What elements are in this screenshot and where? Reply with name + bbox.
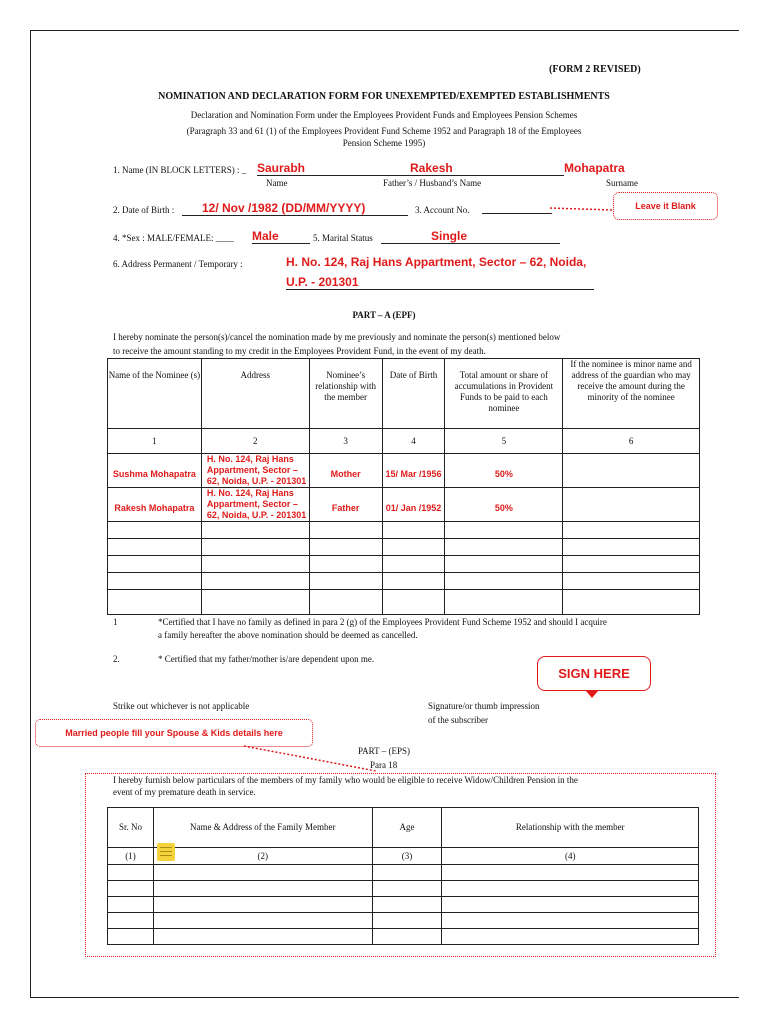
part-a-intro-2: to receive the amount standing to my credit in the Employees Provident Fund, in the event of my death. xyxy=(113,346,486,356)
empty-cell[interactable] xyxy=(309,590,382,615)
header-address: Address xyxy=(201,359,309,429)
nominee-1-guardian[interactable] xyxy=(563,454,700,488)
col-num: (3) xyxy=(372,848,442,865)
nominee-2-guardian[interactable] xyxy=(563,488,700,522)
empty-cell[interactable] xyxy=(445,556,563,573)
address-line-1[interactable]: H. No. 124, Raj Hans Appartment, Sector – 62, Noida, xyxy=(286,255,587,269)
form-title: NOMINATION AND DECLARATION FORM FOR UNEXEMPTED/EXEMPTED ESTABLISHMENTS xyxy=(158,91,610,102)
empty-cell[interactable] xyxy=(309,573,382,590)
header-family-relationship: Relationship with the member xyxy=(442,808,699,848)
empty-cell[interactable] xyxy=(108,573,202,590)
nominee-1-dob[interactable]: 15/ Mar /1956 xyxy=(382,454,445,488)
surname-sub-label: Surname xyxy=(606,178,638,188)
table-row xyxy=(108,929,699,945)
nominee-header-row xyxy=(108,359,700,429)
dob-value[interactable]: 12/ Nov /1982 (DD/MM/YYYY) xyxy=(182,201,408,216)
nominee-1-name[interactable]: Sushma Mohapatra xyxy=(108,454,202,488)
empty-cell[interactable] xyxy=(563,522,700,539)
col-num: 2 xyxy=(201,429,309,454)
nominee-2-dob[interactable]: 01/ Jan /1952 xyxy=(382,488,445,522)
nominee-1-relationship[interactable]: Mother xyxy=(309,454,382,488)
empty-cell[interactable] xyxy=(372,881,442,897)
header-age: Age xyxy=(372,808,442,848)
cert-1-number: 1 xyxy=(113,617,118,627)
empty-cell[interactable] xyxy=(108,539,202,556)
empty-cell[interactable] xyxy=(108,929,154,945)
header-sr-no: Sr. No xyxy=(108,808,154,848)
form-subtitle-2: (Paragraph 33 and 61 (1) of the Employees Provident Fund Scheme 1952 and Paragraph 18 of the Employees xyxy=(186,126,582,136)
empty-cell[interactable] xyxy=(563,556,700,573)
empty-cell[interactable] xyxy=(563,573,700,590)
empty-cell[interactable] xyxy=(382,522,445,539)
signature-label-2[interactable]: of the subscriber xyxy=(428,715,488,725)
empty-cell[interactable] xyxy=(442,929,699,945)
col-num: 1 xyxy=(108,429,202,454)
account-field[interactable] xyxy=(482,204,552,214)
column-number-row xyxy=(108,429,700,454)
header-dob: Date of Birth xyxy=(382,359,445,429)
form-code: (FORM 2 REVISED) xyxy=(549,64,641,75)
part-a-heading: PART – A (EPF) xyxy=(352,310,416,320)
empty-cell[interactable] xyxy=(153,865,372,881)
col-num: (1) xyxy=(108,848,154,865)
col-num: 6 xyxy=(563,429,700,454)
cert-2-number: 2. xyxy=(113,654,120,664)
empty-cell[interactable] xyxy=(108,556,202,573)
empty-cell[interactable] xyxy=(445,539,563,556)
empty-cell[interactable] xyxy=(309,556,382,573)
nominee-2-share[interactable]: 50% xyxy=(445,488,563,522)
sticky-note-icon[interactable] xyxy=(157,843,175,861)
empty-cell[interactable] xyxy=(445,573,563,590)
strike-note: Strike out whichever is not applicable xyxy=(113,701,250,711)
table-row xyxy=(108,488,700,522)
nominee-2-relationship[interactable]: Father xyxy=(309,488,382,522)
name-first-value[interactable]: Saurabh xyxy=(257,161,404,176)
name-father-value[interactable]: Rakesh xyxy=(404,161,564,176)
cert-2-text: * Certified that my father/mother is/are dependent upon me. xyxy=(158,654,375,664)
name-sub-label: Name xyxy=(266,178,288,188)
empty-cell[interactable] xyxy=(153,929,372,945)
empty-cell[interactable] xyxy=(201,590,309,615)
sign-here-pointer xyxy=(586,691,598,698)
empty-cell[interactable] xyxy=(445,522,563,539)
table-row xyxy=(108,913,699,929)
col-num: 5 xyxy=(445,429,563,454)
table-row xyxy=(108,539,700,556)
nominee-2-name[interactable]: Rakesh Mohapatra xyxy=(108,488,202,522)
empty-cell[interactable] xyxy=(372,897,442,913)
leave-blank-callout: Leave it Blank xyxy=(613,192,718,220)
col-num: 3 xyxy=(309,429,382,454)
marital-label: 5. Marital Status xyxy=(313,233,373,243)
table-row xyxy=(108,590,700,615)
table-row xyxy=(108,881,699,897)
name-label: 1. Name (IN BLOCK LETTERS) : _ xyxy=(113,165,247,175)
empty-cell[interactable] xyxy=(108,881,154,897)
name-surname-value[interactable]: Mohapatra xyxy=(564,161,625,175)
empty-cell[interactable] xyxy=(372,929,442,945)
cert-1-line-2: a family hereafter the above nomination should be deemed as cancelled. xyxy=(158,630,418,640)
form-subtitle-1: Declaration and Nomination Form under the Employees Provident Funds and Employees Pension Schemes xyxy=(190,110,578,120)
family-number-row xyxy=(108,848,699,865)
part-eps-intro-1: I hereby furnish below particulars of the members of my family who would be eligible to receive Widow/Children Pension in the xyxy=(113,775,578,785)
col-num: 4 xyxy=(382,429,445,454)
col-num: (4) xyxy=(442,848,699,865)
empty-cell[interactable] xyxy=(372,865,442,881)
empty-cell[interactable] xyxy=(153,881,372,897)
empty-cell[interactable] xyxy=(442,865,699,881)
table-row xyxy=(108,556,700,573)
table-row xyxy=(108,454,700,488)
empty-cell[interactable] xyxy=(108,897,154,913)
empty-cell[interactable] xyxy=(309,539,382,556)
table-row xyxy=(108,573,700,590)
empty-cell[interactable] xyxy=(382,590,445,615)
empty-cell[interactable] xyxy=(201,522,309,539)
header-family-member: Name & Address of the Family Member xyxy=(153,808,372,848)
nominee-1-share[interactable]: 50% xyxy=(445,454,563,488)
header-nominee-name: Name of the Nominee (s) xyxy=(108,359,202,429)
sex-label: 4. *Sex : MALE/FEMALE: ____ xyxy=(113,233,234,243)
family-header-row xyxy=(108,808,699,848)
father-sub-label: Father’s / Husband’s Name xyxy=(383,178,482,188)
empty-cell[interactable] xyxy=(153,913,372,929)
part-eps-heading: PART – (EPS) xyxy=(358,746,410,756)
empty-cell[interactable] xyxy=(382,556,445,573)
empty-cell[interactable] xyxy=(201,556,309,573)
empty-cell[interactable] xyxy=(108,590,202,615)
part-eps-intro-2: event of my premature death in service. xyxy=(113,787,256,797)
header-guardian: If the nominee is minor name and address of the guardian who may receive the amount during the minority of the nominee xyxy=(563,359,700,429)
nominee-table xyxy=(107,358,700,615)
nominee-2-address[interactable]: H. No. 124, Raj Hans Appartment, Sector – 62, Noida, U.P. - 201301 xyxy=(201,488,309,522)
address-label: 6. Address Permanent / Temporary : xyxy=(113,259,243,269)
nominee-1-address[interactable]: H. No. 124, Raj Hans Appartment, Sector – 62, Noida, U.P. - 201301 xyxy=(201,454,309,488)
header-share: Total amount or share of accumulations in Provident Funds to be paid to each nominee xyxy=(445,359,563,429)
col-num: (2) xyxy=(153,848,372,865)
account-label: 3. Account No. xyxy=(415,205,470,215)
empty-cell[interactable] xyxy=(108,913,154,929)
marital-value[interactable]: Single xyxy=(381,229,560,244)
empty-cell[interactable] xyxy=(563,539,700,556)
empty-cell[interactable] xyxy=(309,522,382,539)
empty-cell[interactable] xyxy=(382,539,445,556)
cert-1-line-1: *Certified that I have no family as defined in para 2 (g) of the Employees Provident Fund Scheme 1952 and should I acquire xyxy=(158,617,607,627)
empty-cell[interactable] xyxy=(372,913,442,929)
empty-cell[interactable] xyxy=(153,897,372,913)
part-eps-para: Para 18 xyxy=(370,760,398,770)
address-line-2[interactable]: U.P. - 201301 xyxy=(286,275,594,290)
empty-cell[interactable] xyxy=(445,590,563,615)
empty-cell[interactable] xyxy=(108,865,154,881)
part-a-intro-1: I hereby nominate the person(s)/cancel the nomination made by me previously and nominate the person(s) mentioned below xyxy=(113,332,561,342)
table-row xyxy=(108,865,699,881)
empty-cell[interactable] xyxy=(201,539,309,556)
empty-cell[interactable] xyxy=(442,913,699,929)
sign-here-callout: SIGN HERE xyxy=(537,656,651,691)
table-row xyxy=(108,522,700,539)
header-relationship: Nominee’s relationship with the member xyxy=(309,359,382,429)
empty-cell[interactable] xyxy=(563,590,700,615)
signature-label-1: Signature/or thumb impression xyxy=(428,701,540,711)
empty-cell[interactable] xyxy=(382,573,445,590)
empty-cell[interactable] xyxy=(201,573,309,590)
empty-cell[interactable] xyxy=(442,897,699,913)
sex-value[interactable]: Male xyxy=(252,229,310,244)
form-subtitle-3: Pension Scheme 1995) xyxy=(342,138,426,148)
empty-cell[interactable] xyxy=(108,522,202,539)
dob-label: 2. Date of Birth : xyxy=(113,205,175,215)
leave-blank-connector xyxy=(548,202,614,214)
married-callout: Married people fill your Spouse & Kids details here xyxy=(35,719,313,747)
empty-cell[interactable] xyxy=(442,881,699,897)
family-table xyxy=(107,807,699,945)
table-row xyxy=(108,897,699,913)
